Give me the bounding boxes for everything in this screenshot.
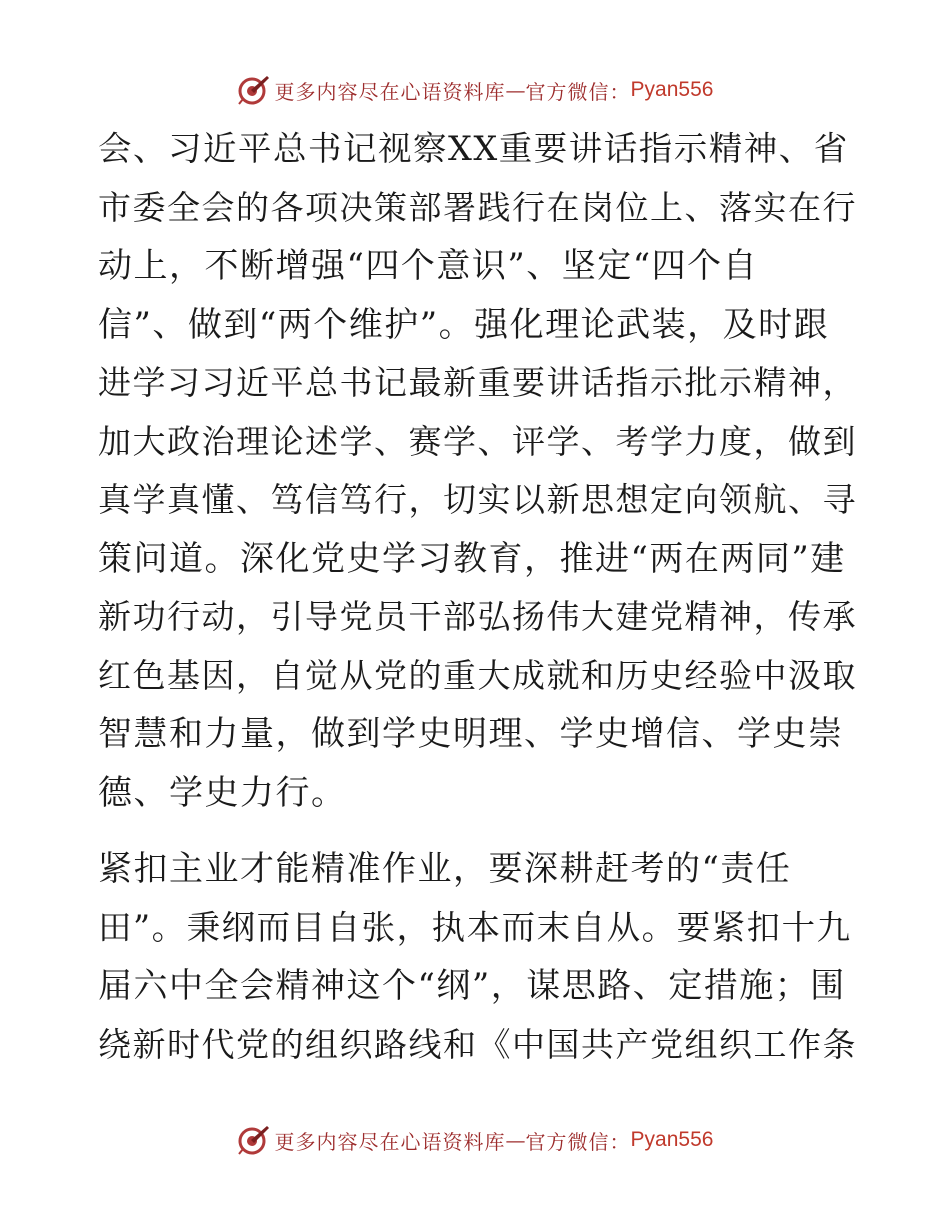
quill-seal-icon [237, 1123, 271, 1157]
text-line: 加大政治理论述学、赛学、评学、考学力度，做到 [98, 421, 857, 461]
text-line: 进学习习近平总书记最新重要讲话指示批示精神， [98, 363, 857, 402]
banner-text: 更多内容尽在心语资料库 [274, 1129, 506, 1154]
text-line: 信”、做到“两个维护”。强化理论武装，及时跟 [98, 304, 830, 345]
quill-seal-icon [237, 73, 271, 107]
text-line: 田”。秉纲而目自张，执本而末自从。要紧扣十九 [98, 907, 852, 947]
banner-separator: — [505, 78, 526, 102]
banner-text: 更多内容尽在心语资料库 [274, 79, 506, 104]
paragraph [98, 120, 858, 822]
header-watermark-banner [0, 70, 950, 110]
text-line: 会、习近平总书记视察XX重要讲话指示精神、省 [98, 129, 849, 168]
text-line: 绕新时代党的组织路线和《中国共产党组织工作条 [98, 1024, 857, 1064]
text-line: 红色基因，自觉从党的重大成就和历史经验中汲取 [98, 655, 857, 695]
footer-watermark-banner [0, 1120, 950, 1160]
text-line: 市委全会的各项决策部署践行在岗位上、落实在行 [98, 187, 857, 227]
text-line: 新功行动，引导党员干部弘扬伟大建党精神，传承 [98, 597, 857, 636]
text-line: 策问道。深化党史学习教育，推进“两在两同”建 [98, 538, 846, 579]
banner-separator: — [505, 1128, 526, 1152]
text-line: 德、学史力行。 [98, 772, 347, 813]
banner-wechat-id: Pyan556 [630, 1128, 714, 1151]
text-line: 真学真懂、笃信笃行，切实以新思想定向领航、寻 [98, 480, 857, 519]
banner-wechat-label: 官方微信： [525, 1129, 631, 1154]
text-line: 紧扣主业才能精准作业，要深耕赶考的“责任 [98, 849, 792, 889]
text-line: 届六中全会精神这个“纲”，谋思路、定措施；围 [98, 966, 846, 1006]
paragraph [98, 840, 858, 1074]
text-line: 智慧和力量，做到学史明理、学史增信、学史崇 [98, 714, 844, 754]
document-body [98, 120, 858, 1074]
banner-wechat-id: Pyan556 [630, 78, 714, 101]
banner-wechat-label: 官方微信： [525, 79, 631, 104]
text-line: 动上，不断增强“四个意识”、坚定“四个自 [98, 246, 759, 286]
